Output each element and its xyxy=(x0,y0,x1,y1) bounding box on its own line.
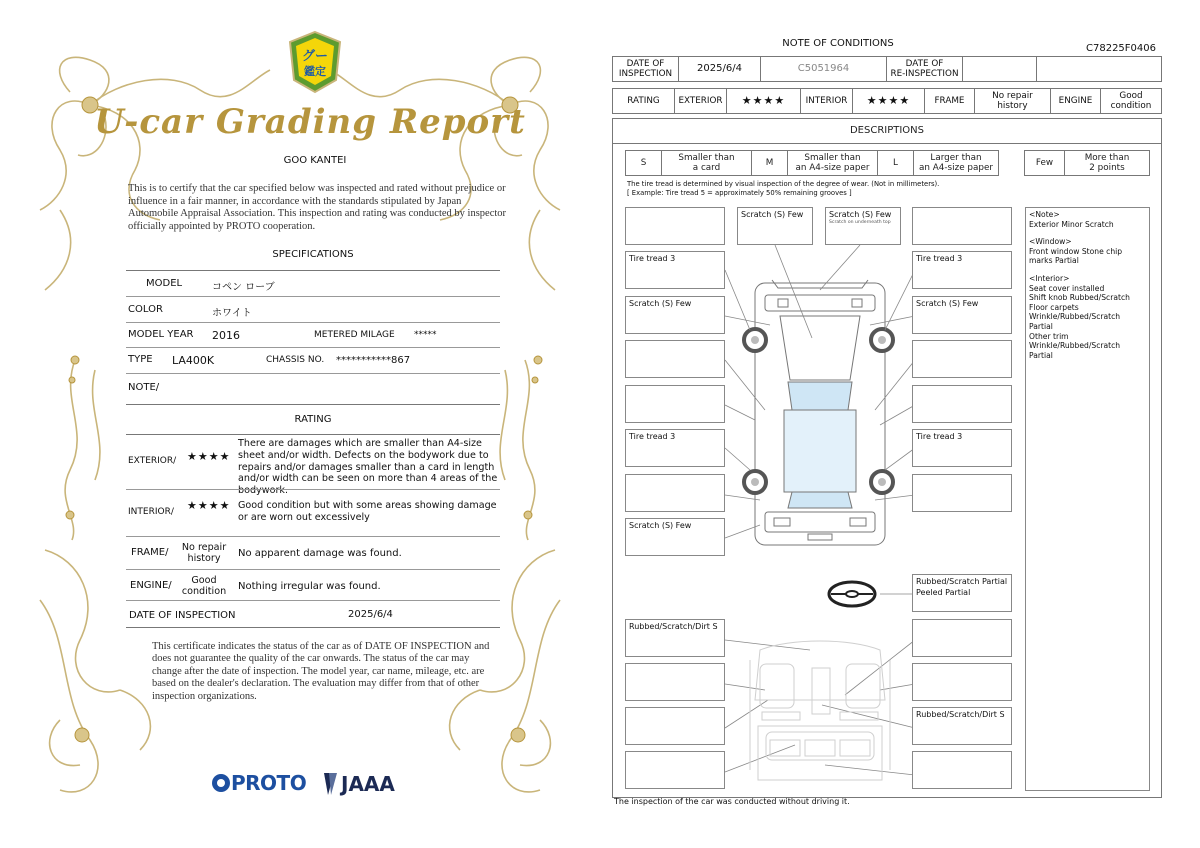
frame-description: No apparent damage was found. xyxy=(238,548,402,559)
damage-box-left-3 xyxy=(625,340,725,378)
value-line: Good xyxy=(1119,91,1143,101)
interior-line: Seat cover installed xyxy=(1029,283,1105,293)
damage-box-left-4 xyxy=(625,385,725,423)
interior-stars: ★★★★ xyxy=(853,89,925,113)
engine-label: ENGINE/ xyxy=(130,580,172,591)
interior-box-left-2 xyxy=(625,663,725,701)
legend-line: 2 points xyxy=(1089,163,1125,173)
frame-value-line-1: No repair xyxy=(181,542,227,553)
divider xyxy=(126,373,500,374)
notes-column xyxy=(1025,207,1150,791)
tire-box-rear-right xyxy=(912,429,1012,467)
damage-label: Tire tread 3 xyxy=(916,432,963,441)
interior-box-right-4 xyxy=(912,751,1012,789)
damage-box-rear-left xyxy=(625,518,725,556)
divider xyxy=(126,270,500,271)
divider xyxy=(126,627,500,628)
engine-header: ENGINE xyxy=(1051,89,1101,113)
damage-label: Scratch (S) Few xyxy=(629,521,692,530)
color-label: COLOR xyxy=(128,304,163,315)
frame-header: FRAME xyxy=(925,89,975,113)
engine-value-line-2: condition xyxy=(181,586,227,597)
damage-label: Scratch (S) Few xyxy=(829,210,892,219)
interior-line: Floor carpets xyxy=(1029,302,1079,312)
frame-value xyxy=(178,542,230,564)
header-line: RE-INSPECTION xyxy=(890,69,959,79)
damage-box-left-2 xyxy=(625,296,725,334)
interior-line: Other trim xyxy=(1029,331,1069,341)
engine-value-line-1: Good xyxy=(191,575,217,586)
proto-logo xyxy=(212,771,306,795)
divider xyxy=(126,536,500,537)
spacer xyxy=(1029,229,1146,237)
legend-few: Few xyxy=(1025,151,1065,175)
window-heading: <Window> xyxy=(1029,237,1072,247)
damage-box-right-6 xyxy=(912,474,1012,512)
svg-text:グー: グー xyxy=(301,49,329,64)
inspection-footnote: The inspection of the car was conducted without driving it. xyxy=(614,797,850,806)
date-of-inspection-value: 2025/6/4 xyxy=(348,609,393,620)
interior-line: Shift knob Rubbed/Scratch xyxy=(1029,293,1130,303)
inspection-code: C5051964 xyxy=(761,57,887,81)
interior-box-left-3 xyxy=(625,707,725,745)
goo-kantei-logo xyxy=(286,30,344,94)
mileage-label: METERED MILAGE xyxy=(314,330,395,340)
exterior-stars: ★★★★ xyxy=(727,89,801,113)
tread-note-line: The tire tread is determined by visual inspection of the degree of wear. (Not in millimeters). xyxy=(627,180,940,188)
exterior-description: There are damages which are smaller than A4-size sheet and/or width. Defects on the bodywork due to repairs and/or damages smaller than a card in length and/or width can be seen on more than 4 areas of the bodywork. xyxy=(238,438,498,497)
certificate-disclaimer: This certificate indicates the status of the car as of DATE OF INSPECTION and does not guarantee the quality of the car onwards. The status of the car may change after the date of inspection. The model year, car name, mileage, etc. are based on the dealer's declaration. The evaluation may differ from that of other inspection organizations. xyxy=(152,641,490,702)
interior-box-left-4 xyxy=(625,751,725,789)
damage-label: Peeled Partial xyxy=(916,588,971,597)
interior-line: Wrinkle/Rubbed/Scratch xyxy=(1029,312,1121,322)
tire-box-front-right xyxy=(912,251,1012,289)
sheet-title: NOTE OF CONDITIONS xyxy=(782,38,894,49)
certification-statement: This is to certify that the car specified below was inspected and rated without prejudice or influence in a fair manner, in accordance with the standards stipulated by Japan Automobile Appraisal Association. This inspection and rating was conducted by inspector officially appointed by PROTO cooperation. xyxy=(128,183,507,232)
model-label: MODEL xyxy=(146,278,183,289)
exterior-stars: ★★★★ xyxy=(187,450,231,463)
legend-s: S xyxy=(626,151,662,175)
note-line: Exterior Minor Scratch xyxy=(1029,219,1114,229)
note-label: NOTE/ xyxy=(128,382,160,393)
header-line: DATE OF xyxy=(905,59,944,69)
tire-box-rear-left xyxy=(625,429,725,467)
divider xyxy=(126,296,500,297)
damage-label: Scratch (S) Few xyxy=(916,299,979,308)
model-year-label: MODEL YEAR xyxy=(128,329,194,340)
damage-box-front-left xyxy=(625,207,725,245)
jaaa-mark-icon xyxy=(320,771,338,797)
date-of-inspection-label: DATE OF INSPECTION xyxy=(129,610,236,621)
divider xyxy=(126,404,500,405)
divider xyxy=(126,489,500,490)
value-line: history xyxy=(997,101,1028,111)
interior-box-right-3 xyxy=(912,707,1012,745)
damage-label: Scratch (S) Few xyxy=(741,210,804,219)
damage-label: Rubbed/Scratch/Dirt S xyxy=(629,622,718,631)
divider xyxy=(126,434,500,435)
window-line: Front window Stone chip marks Partial xyxy=(1029,246,1123,266)
divider xyxy=(126,569,500,570)
interior-label: INTERIOR/ xyxy=(128,507,174,517)
type-label: TYPE xyxy=(128,354,153,365)
legend-l: L xyxy=(878,151,914,175)
interior-line: Wrinkle/Rubbed/Scratch xyxy=(1029,341,1121,351)
svg-text:鑑定: 鑑定 xyxy=(304,65,326,78)
header-line: INSPECTION xyxy=(618,69,673,79)
mileage-value: ***** xyxy=(414,330,437,340)
report-subtitle: GOO KANTEI xyxy=(283,155,347,166)
value-line: No repair xyxy=(992,91,1033,101)
header-line: DATE OF xyxy=(626,59,665,69)
legend-line: an A4-size paper xyxy=(795,163,870,173)
interior-heading: <Interior> xyxy=(1029,273,1070,283)
engine-value xyxy=(178,575,230,597)
damage-box-right-2 xyxy=(912,296,1012,334)
damage-label: Tire tread 3 xyxy=(629,254,676,263)
value-line: condition xyxy=(1110,101,1152,111)
legend-line: More than xyxy=(1084,153,1130,163)
legend-m: M xyxy=(752,151,788,175)
divider xyxy=(126,347,500,348)
legend-line: an A4-size paper xyxy=(919,163,993,173)
damage-label: Rubbed/Scratch/Dirt S xyxy=(916,710,1005,719)
damage-box-front-2 xyxy=(825,207,901,245)
type-value: LA400K xyxy=(172,354,215,367)
divider xyxy=(126,322,500,323)
interior-line: Partial xyxy=(1029,321,1053,331)
legend-line: Smaller than xyxy=(678,153,735,163)
damage-box-front-1 xyxy=(737,207,813,245)
interior-box-left-1 xyxy=(625,619,725,657)
color-value: ホワイト xyxy=(212,308,252,319)
damage-label: Rubbed/Scratch Partial xyxy=(916,577,1008,586)
jaaa-logo xyxy=(320,771,395,797)
interior-stars: ★★★★ xyxy=(187,499,231,512)
model-year-value: 2016 xyxy=(212,329,240,342)
exterior-header: EXTERIOR xyxy=(675,89,727,113)
reference-number: C78225F0406 xyxy=(1086,43,1156,54)
damage-box-right-3 xyxy=(912,340,1012,378)
interior-box-right-1 xyxy=(912,619,1012,657)
damage-sublabel: Scratch on underneath top xyxy=(829,220,891,225)
legend-line: Smaller than xyxy=(804,153,861,163)
damage-box-left-6 xyxy=(625,474,725,512)
note-of-conditions-sheet xyxy=(600,0,1200,848)
chassis-value: ***********867 xyxy=(336,355,411,366)
interior-header: INTERIOR xyxy=(801,89,853,113)
interior-box-right-2 xyxy=(912,663,1012,701)
proto-logo-text: PROTO xyxy=(231,771,307,795)
jaaa-logo-text: JAAA xyxy=(341,772,395,796)
frame-label: FRAME/ xyxy=(131,547,169,558)
proto-mark-icon xyxy=(212,774,230,792)
inspection-date: 2025/6/4 xyxy=(679,57,761,81)
descriptions-heading: DESCRIPTIONS xyxy=(612,118,1162,144)
interior-line: Partial xyxy=(1029,350,1053,360)
rating-header: RATING xyxy=(613,89,675,113)
engine-description: Nothing irregular was found. xyxy=(238,581,381,592)
divider xyxy=(126,600,500,601)
damage-label: Tire tread 3 xyxy=(916,254,963,263)
rating-heading: RATING xyxy=(294,414,332,425)
note-heading: <Note> xyxy=(1029,210,1060,219)
tire-box-front-left xyxy=(625,251,725,289)
tread-note-line: [ Example: Tire tread 5 = approximately 50% remaining grooves ] xyxy=(627,189,852,197)
model-value: コペン ローブ xyxy=(212,282,275,293)
damage-label: Tire tread 3 xyxy=(629,432,676,441)
legend-line: Larger than xyxy=(930,153,982,163)
frame-value-line-2: history xyxy=(187,553,221,564)
damage-box-front-right xyxy=(912,207,1012,245)
steering-damage-box xyxy=(912,574,1012,612)
damage-box-right-4 xyxy=(912,385,1012,423)
legend-line: a card xyxy=(692,163,721,173)
exterior-label: EXTERIOR/ xyxy=(128,456,177,466)
damage-label: Scratch (S) Few xyxy=(629,299,692,308)
chassis-label: CHASSIS NO. xyxy=(266,355,325,365)
spacer xyxy=(1029,266,1146,274)
report-title: U-car Grading Report xyxy=(94,102,526,142)
specifications-heading: SPECIFICATIONS xyxy=(272,249,354,260)
interior-description: Good condition but with some areas showing damage or are worn out excessively xyxy=(238,500,497,523)
